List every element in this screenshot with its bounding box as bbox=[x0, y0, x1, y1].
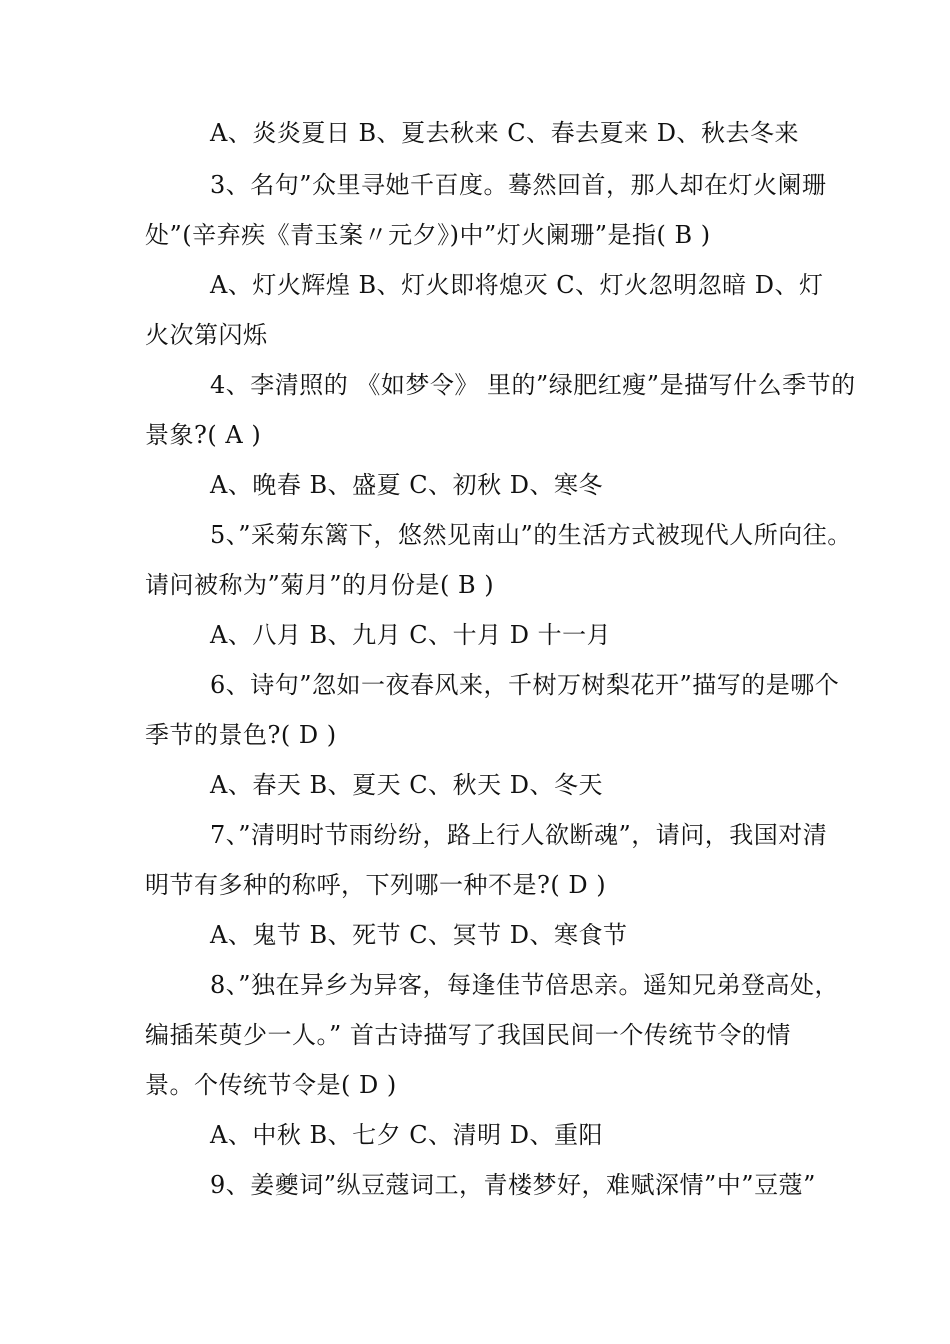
q7-options: A、鬼节 B、死节 C、冥节 D、寒食节 bbox=[210, 921, 628, 949]
q5-options: A、八月 B、九月 C、十月 D 十一月 bbox=[210, 621, 612, 649]
q3-options-line-1: A、灯火辉煌 B、灯火即将熄灭 C、灯火忽明忽暗 D、灯 bbox=[210, 271, 824, 299]
q4-options: A、晚春 B、盛夏 C、初秋 D、寒冬 bbox=[210, 471, 603, 499]
q4-text-line-1: 4、李清照的 《如梦令》 里的”绿肥红瘦”是描写什么季节的 bbox=[210, 371, 856, 399]
q8-text-line-1: 8、”独在异乡为异客，每逢佳节倍思亲。遥知兄弟登高处， bbox=[210, 971, 840, 999]
q8-text-line-2: 编插茱萸少一人。” 首古诗描写了我国民间一个传统节令的情 bbox=[145, 1021, 791, 1049]
q7-text-line-2: 明节有多种的称呼，下列哪一种不是?( D ) bbox=[145, 871, 607, 899]
q8-text-line-3: 景。个传统节令是( D ) bbox=[145, 1071, 397, 1099]
q5-text-line-2: 请问被称为”菊月”的月份是( B ) bbox=[145, 571, 495, 599]
q3-text-line-2: 处”(辛弃疾《青玉案〃元夕》)中”灯火阑珊”是指( B ) bbox=[145, 221, 711, 249]
q6-text-line-1: 6、诗句”忽如一夜春风来，千树万树梨花开”描写的是哪个 bbox=[210, 671, 840, 699]
q2-options: A、炎炎夏日 B、夏去秋来 C、春去夏来 D、秋去冬来 bbox=[210, 119, 799, 147]
q3-options-line-2: 火次第闪烁 bbox=[145, 321, 268, 349]
q9-text-line-1: 9、姜夔词”纵豆蔻词工，青楼梦好，难赋深情”中”豆蔻” bbox=[210, 1171, 816, 1199]
q6-options: A、春天 B、夏天 C、秋天 D、冬天 bbox=[210, 771, 603, 799]
q7-text-line-1: 7、”清明时节雨纷纷，路上行人欲断魂”，请问，我国对清 bbox=[210, 821, 828, 849]
q4-text-line-2: 景象?( A ) bbox=[145, 421, 262, 449]
q6-text-line-2: 季节的景色?( D ) bbox=[145, 721, 337, 749]
q5-text-line-1: 5、”采菊东篱下，悠然见南山”的生活方式被现代人所向往。 bbox=[210, 521, 852, 549]
q8-options: A、中秋 B、七夕 C、清明 D、重阳 bbox=[210, 1121, 603, 1149]
q3-text-line-1: 3、名句”众里寻她千百度。蓦然回首，那人却在灯火阑珊 bbox=[210, 171, 827, 199]
